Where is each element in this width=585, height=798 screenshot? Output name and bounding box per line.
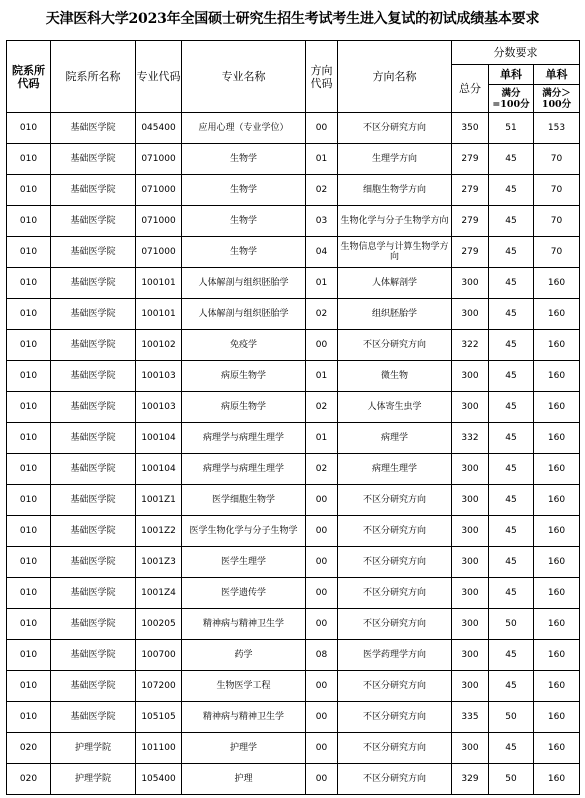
header-single-over: 单科 (534, 65, 580, 85)
cell-major-code: 100103 (136, 392, 182, 423)
cell-dir-code: 00 (306, 702, 338, 733)
cell-single-over: 160 (534, 640, 580, 671)
cell-dir-name: 不区分研究方向 (338, 516, 452, 547)
cell-dir-code: 00 (306, 733, 338, 764)
cell-major-name: 病理学与病理生理学 (182, 454, 306, 485)
cell-major-code: 100104 (136, 454, 182, 485)
cell-dept-name: 基础医学院 (51, 330, 136, 361)
cell-single-100: 45 (489, 330, 534, 361)
cell-dept-name: 基础医学院 (51, 206, 136, 237)
header-major-name: 专业名称 (182, 41, 306, 113)
cell-dept-name: 基础医学院 (51, 640, 136, 671)
cell-major-name: 精神病与精神卫生学 (182, 609, 306, 640)
cell-major-name: 免疫学 (182, 330, 306, 361)
cell-major-name: 护理学 (182, 733, 306, 764)
cell-total: 279 (452, 237, 489, 268)
cell-major-code: 100205 (136, 609, 182, 640)
cell-major-code: 100101 (136, 268, 182, 299)
table-row (7, 113, 580, 144)
cell-single-over: 160 (534, 733, 580, 764)
cell-single-over: 160 (534, 330, 580, 361)
cell-major-name: 医学生理学 (182, 547, 306, 578)
cell-dir-name: 人体解剖学 (338, 268, 452, 299)
table-row (7, 609, 580, 640)
cell-dept-name: 基础医学院 (51, 268, 136, 299)
cell-dept-name: 基础医学院 (51, 485, 136, 516)
header-single-100: 单科 (489, 65, 534, 85)
cell-single-over: 160 (534, 516, 580, 547)
cell-total: 300 (452, 733, 489, 764)
cell-dept-code: 010 (7, 578, 51, 609)
cell-major-code: 1001Z1 (136, 485, 182, 516)
cell-major-name: 生物学 (182, 237, 306, 268)
cell-total: 300 (452, 640, 489, 671)
header-dept-name: 院系所名称 (51, 41, 136, 113)
cell-dir-name: 不区分研究方向 (338, 671, 452, 702)
cell-major-name: 生物学 (182, 144, 306, 175)
cell-dept-code: 010 (7, 175, 51, 206)
cell-dept-name: 基础医学院 (51, 671, 136, 702)
cell-single-over: 160 (534, 454, 580, 485)
cell-dir-code: 02 (306, 175, 338, 206)
cell-dept-code: 010 (7, 237, 51, 268)
cell-major-code: 071000 (136, 206, 182, 237)
cell-major-code: 071000 (136, 144, 182, 175)
cell-dept-name: 基础医学院 (51, 113, 136, 144)
cell-dir-code: 01 (306, 361, 338, 392)
cell-dept-name: 基础医学院 (51, 454, 136, 485)
cell-dir-code: 02 (306, 392, 338, 423)
cell-major-code: 100103 (136, 361, 182, 392)
cell-dir-name: 不区分研究方向 (338, 764, 452, 795)
cell-major-name: 护理 (182, 764, 306, 795)
cell-total: 300 (452, 454, 489, 485)
table-row (7, 671, 580, 702)
table-row (7, 392, 580, 423)
cell-total: 300 (452, 578, 489, 609)
cell-dir-code: 00 (306, 547, 338, 578)
cell-dept-code: 010 (7, 392, 51, 423)
table-row (7, 547, 580, 578)
cell-major-name: 药学 (182, 640, 306, 671)
table-row (7, 764, 580, 795)
table-row (7, 578, 580, 609)
cell-dept-name: 基础医学院 (51, 144, 136, 175)
cell-single-100: 50 (489, 764, 534, 795)
cell-major-name: 医学生物化学与分子生物学 (182, 516, 306, 547)
cell-single-over: 153 (534, 113, 580, 144)
cell-major-code: 1001Z2 (136, 516, 182, 547)
cell-single-over: 70 (534, 144, 580, 175)
cell-dir-name: 病理学 (338, 423, 452, 454)
cell-dept-code: 010 (7, 516, 51, 547)
cell-major-name: 生物医学工程 (182, 671, 306, 702)
cell-single-100: 45 (489, 671, 534, 702)
header-score-req: 分数要求 (452, 41, 580, 65)
cell-dept-code: 010 (7, 144, 51, 175)
cell-dir-name: 医学药理学方向 (338, 640, 452, 671)
cell-single-100: 50 (489, 609, 534, 640)
cell-total: 335 (452, 702, 489, 733)
cell-total: 322 (452, 330, 489, 361)
header-dept-code: 院系所代码 (7, 41, 51, 113)
cell-dept-name: 基础医学院 (51, 175, 136, 206)
cell-dir-code: 03 (306, 206, 338, 237)
cell-total: 300 (452, 268, 489, 299)
table-row (7, 423, 580, 454)
cell-dept-code: 010 (7, 330, 51, 361)
header-single-100-desc: 满分=100分 (489, 85, 534, 113)
cell-dept-name: 基础医学院 (51, 578, 136, 609)
cell-total: 350 (452, 113, 489, 144)
cell-single-100: 45 (489, 640, 534, 671)
cell-total: 300 (452, 299, 489, 330)
cell-single-100: 45 (489, 423, 534, 454)
cell-dir-code: 00 (306, 578, 338, 609)
cell-dept-name: 基础医学院 (51, 609, 136, 640)
cell-dir-name: 不区分研究方向 (338, 733, 452, 764)
cell-dir-name: 生物信息学与计算生物学方向 (338, 237, 452, 268)
cell-major-code: 105105 (136, 702, 182, 733)
cell-dept-code: 020 (7, 733, 51, 764)
cell-dept-code: 010 (7, 547, 51, 578)
cell-single-100: 45 (489, 485, 534, 516)
cell-dept-name: 基础医学院 (51, 237, 136, 268)
cell-major-code: 071000 (136, 175, 182, 206)
cell-dir-name: 不区分研究方向 (338, 485, 452, 516)
cell-single-over: 70 (534, 175, 580, 206)
table-row (7, 516, 580, 547)
cell-dept-code: 020 (7, 764, 51, 795)
cell-dept-code: 010 (7, 702, 51, 733)
cell-total: 300 (452, 361, 489, 392)
cell-dir-code: 01 (306, 144, 338, 175)
cell-single-100: 45 (489, 175, 534, 206)
cell-single-over: 160 (534, 299, 580, 330)
cell-dir-name: 细胞生物学方向 (338, 175, 452, 206)
cell-major-name: 病原生物学 (182, 392, 306, 423)
cell-dept-code: 010 (7, 640, 51, 671)
cell-dir-name: 不区分研究方向 (338, 113, 452, 144)
cell-single-100: 51 (489, 113, 534, 144)
cell-dir-code: 00 (306, 609, 338, 640)
header-dir-name: 方向名称 (338, 41, 452, 113)
table-row (7, 144, 580, 175)
page-title: 天津医科大学2023年全国硕士研究生招生考试考生进入复试的初试成绩基本要求 (45, 11, 540, 27)
cell-single-over: 160 (534, 764, 580, 795)
cell-major-name: 精神病与精神卫生学 (182, 702, 306, 733)
cell-dir-code: 04 (306, 237, 338, 268)
cell-single-over: 160 (534, 361, 580, 392)
cell-single-over: 160 (534, 423, 580, 454)
cell-major-code: 105400 (136, 764, 182, 795)
cell-dir-name: 生物化学与分子生物学方向 (338, 206, 452, 237)
table-row (7, 268, 580, 299)
cell-single-100: 45 (489, 516, 534, 547)
cell-major-name: 医学遗传学 (182, 578, 306, 609)
cell-total: 279 (452, 206, 489, 237)
cell-dept-name: 护理学院 (51, 764, 136, 795)
cell-dept-name: 基础医学院 (51, 361, 136, 392)
cell-total: 300 (452, 392, 489, 423)
cell-major-code: 101100 (136, 733, 182, 764)
cell-single-100: 45 (489, 361, 534, 392)
table-row (7, 454, 580, 485)
cell-major-name: 生物学 (182, 206, 306, 237)
table-row (7, 361, 580, 392)
header-major-code: 专业代码 (136, 41, 182, 113)
table-row (7, 206, 580, 237)
cell-dir-name: 不区分研究方向 (338, 578, 452, 609)
table-row (7, 485, 580, 516)
cell-dir-name: 生理学方向 (338, 144, 452, 175)
table-row (7, 640, 580, 671)
cell-dept-code: 010 (7, 423, 51, 454)
cell-dir-code: 02 (306, 454, 338, 485)
cell-dept-name: 基础医学院 (51, 392, 136, 423)
cell-single-over: 160 (534, 702, 580, 733)
header-total: 总分 (452, 65, 489, 113)
cell-single-over: 70 (534, 237, 580, 268)
cell-dept-name: 护理学院 (51, 733, 136, 764)
cell-dept-code: 010 (7, 206, 51, 237)
cell-dir-code: 00 (306, 764, 338, 795)
cell-dir-name: 病理生理学 (338, 454, 452, 485)
cell-dir-code: 01 (306, 268, 338, 299)
cell-dir-code: 01 (306, 423, 338, 454)
cell-major-name: 人体解剖与组织胚胎学 (182, 299, 306, 330)
cell-major-code: 100700 (136, 640, 182, 671)
cell-single-100: 50 (489, 702, 534, 733)
cell-dept-code: 010 (7, 361, 51, 392)
cell-dir-name: 不区分研究方向 (338, 702, 452, 733)
cell-total: 300 (452, 609, 489, 640)
cell-single-100: 45 (489, 392, 534, 423)
cell-dept-code: 010 (7, 671, 51, 702)
table-body (7, 113, 580, 795)
table-row (7, 702, 580, 733)
cell-major-code: 100104 (136, 423, 182, 454)
cell-total: 300 (452, 485, 489, 516)
cell-single-100: 45 (489, 299, 534, 330)
header-single-over-desc: 满分＞100分 (534, 85, 580, 113)
cell-dir-name: 不区分研究方向 (338, 609, 452, 640)
cell-major-code: 045400 (136, 113, 182, 144)
cell-single-over: 70 (534, 206, 580, 237)
cell-total: 279 (452, 144, 489, 175)
cell-major-name: 应用心理（专业学位） (182, 113, 306, 144)
cell-dir-code: 00 (306, 113, 338, 144)
cell-major-code: 1001Z4 (136, 578, 182, 609)
cell-dir-name: 微生物 (338, 361, 452, 392)
cell-total: 332 (452, 423, 489, 454)
cell-dept-code: 010 (7, 299, 51, 330)
cell-dept-name: 基础医学院 (51, 516, 136, 547)
cell-total: 300 (452, 547, 489, 578)
cell-single-over: 160 (534, 268, 580, 299)
cell-total: 279 (452, 175, 489, 206)
cell-major-code: 100102 (136, 330, 182, 361)
cell-dir-code: 00 (306, 485, 338, 516)
cell-dir-code: 08 (306, 640, 338, 671)
cell-total: 329 (452, 764, 489, 795)
cell-single-100: 45 (489, 206, 534, 237)
cell-major-name: 人体解剖与组织胚胎学 (182, 268, 306, 299)
cell-dept-code: 010 (7, 609, 51, 640)
cell-dept-name: 基础医学院 (51, 299, 136, 330)
cell-single-100: 45 (489, 144, 534, 175)
cell-dir-name: 组织胚胎学 (338, 299, 452, 330)
cell-dir-code: 00 (306, 671, 338, 702)
table-row (7, 299, 580, 330)
cell-single-100: 45 (489, 237, 534, 268)
cell-single-over: 160 (534, 578, 580, 609)
table-row (7, 175, 580, 206)
cell-dir-name: 不区分研究方向 (338, 547, 452, 578)
cell-dept-name: 基础医学院 (51, 547, 136, 578)
cell-major-name: 病理学与病理生理学 (182, 423, 306, 454)
cell-dir-name: 不区分研究方向 (338, 330, 452, 361)
table-row (7, 237, 580, 268)
cell-major-code: 107200 (136, 671, 182, 702)
cell-dir-code: 00 (306, 516, 338, 547)
score-table (6, 40, 580, 795)
cell-single-over: 160 (534, 609, 580, 640)
cell-dept-code: 010 (7, 485, 51, 516)
cell-single-over: 160 (534, 547, 580, 578)
cell-dept-code: 010 (7, 268, 51, 299)
cell-total: 300 (452, 671, 489, 702)
cell-major-code: 1001Z3 (136, 547, 182, 578)
cell-dir-code: 02 (306, 299, 338, 330)
cell-single-100: 45 (489, 733, 534, 764)
cell-major-code: 100101 (136, 299, 182, 330)
table-row (7, 330, 580, 361)
cell-major-code: 071000 (136, 237, 182, 268)
table-row (7, 733, 580, 764)
cell-single-100: 45 (489, 454, 534, 485)
cell-dir-name: 人体寄生虫学 (338, 392, 452, 423)
cell-single-100: 45 (489, 268, 534, 299)
cell-dept-code: 010 (7, 113, 51, 144)
cell-major-name: 医学细胞生物学 (182, 485, 306, 516)
cell-single-over: 160 (534, 485, 580, 516)
cell-single-100: 45 (489, 578, 534, 609)
cell-dept-name: 基础医学院 (51, 702, 136, 733)
cell-total: 300 (452, 516, 489, 547)
cell-single-over: 160 (534, 392, 580, 423)
cell-dept-code: 010 (7, 454, 51, 485)
header-dir-code: 方向代码 (306, 41, 338, 113)
cell-dir-code: 00 (306, 330, 338, 361)
cell-major-name: 生物学 (182, 175, 306, 206)
cell-single-over: 160 (534, 671, 580, 702)
cell-major-name: 病原生物学 (182, 361, 306, 392)
table-header (7, 41, 580, 113)
cell-dept-name: 基础医学院 (51, 423, 136, 454)
cell-single-100: 45 (489, 547, 534, 578)
